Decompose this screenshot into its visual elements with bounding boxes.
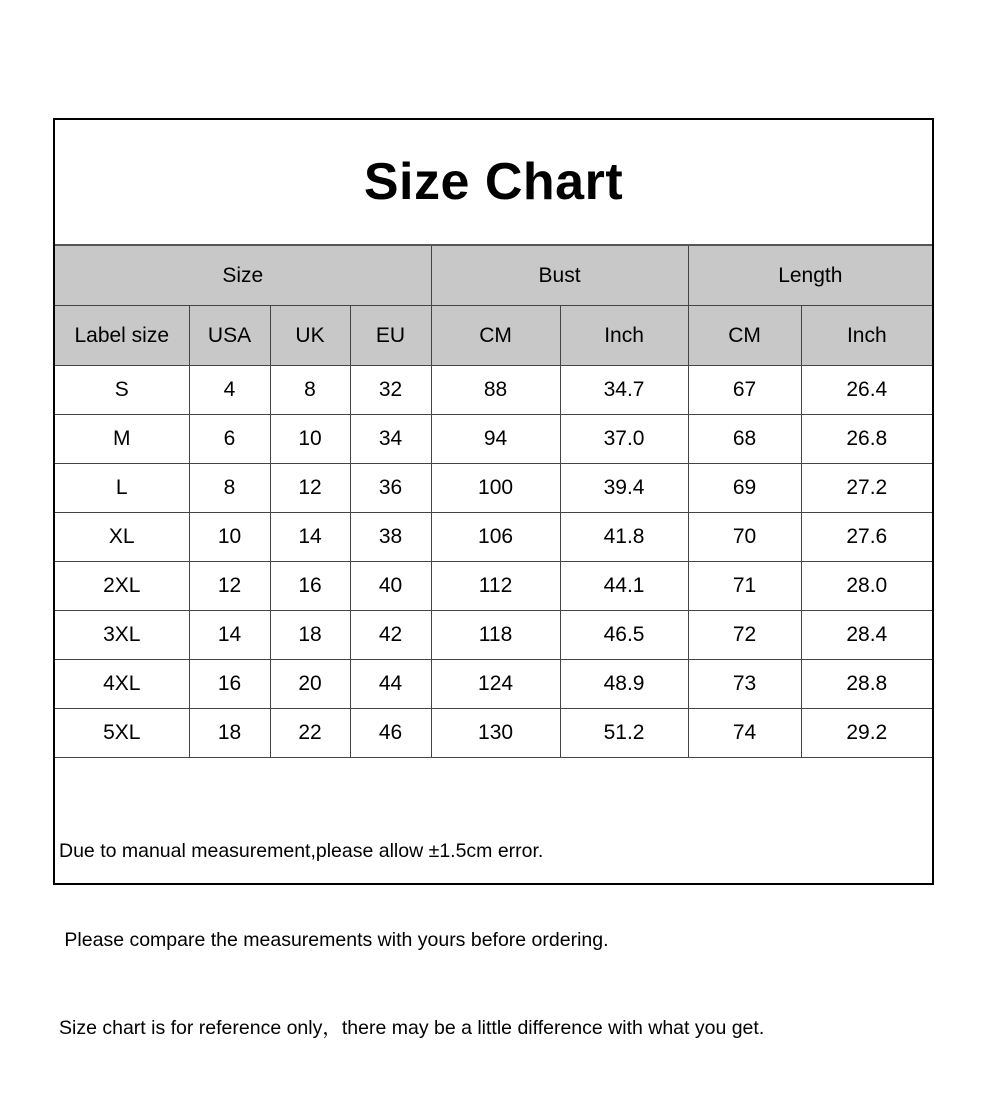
size-chart <box>53 118 934 1039</box>
cell-usa: 16 <box>189 660 270 709</box>
cell-label-size: 4XL <box>55 660 189 709</box>
cell-bust-inch: 44.1 <box>560 562 688 611</box>
cell-uk: 8 <box>270 366 350 415</box>
cell-bust-cm: 100 <box>431 464 560 513</box>
cell-length-cm: 68 <box>688 415 801 464</box>
cell-bust-inch: 39.4 <box>560 464 688 513</box>
cell-length-cm: 70 <box>688 513 801 562</box>
cell-eu: 32 <box>350 366 431 415</box>
cell-length-cm: 73 <box>688 660 801 709</box>
cell-bust-cm: 124 <box>431 660 560 709</box>
cell-eu: 40 <box>350 562 431 611</box>
notes <box>55 758 932 1103</box>
cell-length-cm: 72 <box>688 611 801 660</box>
table-row <box>55 709 932 758</box>
cell-bust-cm: 94 <box>431 415 560 464</box>
cell-length-inch: 26.8 <box>801 415 932 464</box>
cell-length-inch: 28.4 <box>801 611 932 660</box>
table-row <box>55 366 932 415</box>
cell-label-size: L <box>55 464 189 513</box>
cell-usa: 8 <box>189 464 270 513</box>
cell-usa: 6 <box>189 415 270 464</box>
cell-label-size: S <box>55 366 189 415</box>
cell-length-inch: 26.4 <box>801 366 932 415</box>
cell-uk: 16 <box>270 562 350 611</box>
title-row <box>55 120 932 246</box>
cell-uk: 20 <box>270 660 350 709</box>
cell-bust-inch: 51.2 <box>560 709 688 758</box>
cell-eu: 42 <box>350 611 431 660</box>
cell-length-cm: 67 <box>688 366 801 415</box>
cell-eu: 36 <box>350 464 431 513</box>
cell-usa: 4 <box>189 366 270 415</box>
cell-bust-inch: 41.8 <box>560 513 688 562</box>
cell-label-size: XL <box>55 513 189 562</box>
sub-header-eu: EU <box>350 306 431 366</box>
header-group-bust: Bust <box>431 246 688 306</box>
cell-length-cm: 69 <box>688 464 801 513</box>
cell-usa: 18 <box>189 709 270 758</box>
table-row <box>55 611 932 660</box>
cell-length-inch: 28.8 <box>801 660 932 709</box>
cell-usa: 12 <box>189 562 270 611</box>
cell-eu: 44 <box>350 660 431 709</box>
cell-bust-inch: 34.7 <box>560 366 688 415</box>
cell-bust-inch: 46.5 <box>560 611 688 660</box>
note-line: Size chart is for reference only，there may be a little difference with what you get. <box>59 1017 765 1039</box>
sub-header-usa: USA <box>189 306 270 366</box>
cell-length-inch: 27.2 <box>801 464 932 513</box>
sub-header-bust-inch: Inch <box>560 306 688 366</box>
table-row <box>55 660 932 709</box>
sub-header-length-cm: CM <box>688 306 801 366</box>
note-line: Due to manual measurement,please allow ±1.5cm error. <box>59 840 544 862</box>
cell-bust-cm: 106 <box>431 513 560 562</box>
cell-uk: 12 <box>270 464 350 513</box>
sub-header-bust-cm: CM <box>431 306 560 366</box>
size-table <box>55 246 932 758</box>
table-row <box>55 562 932 611</box>
note-line: Please compare the measurements with yours before ordering. <box>59 928 609 951</box>
cell-eu: 34 <box>350 415 431 464</box>
sub-header-length-inch: Inch <box>801 306 932 366</box>
table-row <box>55 513 932 562</box>
cell-label-size: M <box>55 415 189 464</box>
cell-uk: 18 <box>270 611 350 660</box>
header-group-row <box>55 246 932 306</box>
cell-bust-inch: 37.0 <box>560 415 688 464</box>
table-row <box>55 464 932 513</box>
page-title: Size Chart <box>363 153 624 211</box>
cell-uk: 22 <box>270 709 350 758</box>
cell-uk: 14 <box>270 513 350 562</box>
cell-length-cm: 71 <box>688 562 801 611</box>
cell-eu: 38 <box>350 513 431 562</box>
cell-bust-cm: 112 <box>431 562 560 611</box>
cell-bust-cm: 118 <box>431 611 560 660</box>
cell-length-inch: 27.6 <box>801 513 932 562</box>
sub-header-uk: UK <box>270 306 350 366</box>
cell-usa: 10 <box>189 513 270 562</box>
cell-label-size: 5XL <box>55 709 189 758</box>
cell-label-size: 3XL <box>55 611 189 660</box>
cell-length-inch: 28.0 <box>801 562 932 611</box>
cell-eu: 46 <box>350 709 431 758</box>
sub-header-label-size: Label size <box>55 306 189 366</box>
cell-bust-cm: 130 <box>431 709 560 758</box>
cell-usa: 14 <box>189 611 270 660</box>
header-group-length: Length <box>688 246 932 306</box>
cell-bust-inch: 48.9 <box>560 660 688 709</box>
table-row <box>55 415 932 464</box>
sub-header-row <box>55 306 932 366</box>
cell-label-size: 2XL <box>55 562 189 611</box>
cell-length-inch: 29.2 <box>801 709 932 758</box>
cell-uk: 10 <box>270 415 350 464</box>
cell-bust-cm: 88 <box>431 366 560 415</box>
cell-length-cm: 74 <box>688 709 801 758</box>
header-group-size: Size <box>55 246 431 306</box>
